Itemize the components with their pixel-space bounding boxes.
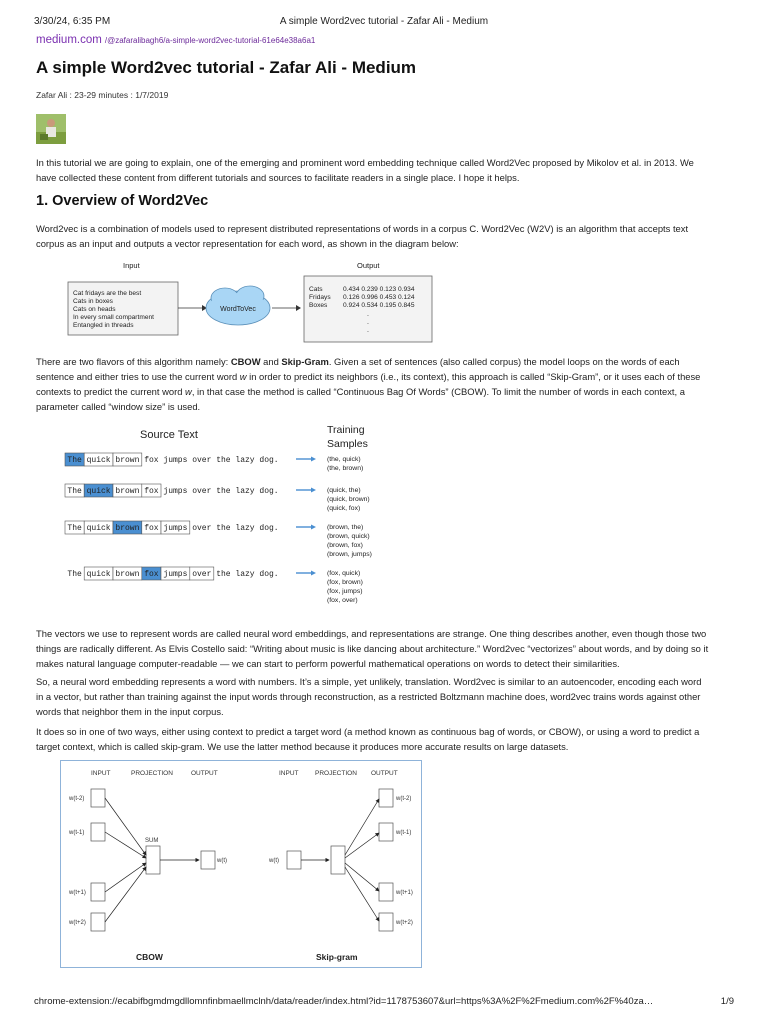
training-sample: (quick, brown) <box>327 496 370 503</box>
neural-paragraph <box>36 674 732 719</box>
cbow-target-label: w(t) <box>217 858 227 864</box>
source-word: quick <box>86 570 111 579</box>
cbow-output-label: OUTPUT <box>191 770 218 777</box>
section-heading: 1. Overview of Word2Vec <box>36 193 209 209</box>
overview-line: corpus as an input and outputs a vector representation for each word, as shown in the diagram below: <box>36 238 459 249</box>
source-word: jumps <box>163 487 188 496</box>
intro-line: In this tutorial we are going to explain, one of the emerging and prominent word embedding technique called Word2Vec proposed by Mikolov et al. in 2013. We <box>36 157 694 168</box>
fig1-cloud-label: WordToVec <box>220 306 256 313</box>
vectors-line: things are radically different. As Elvis Costello said: “Writing about music is like dancing about architecture.” Word2vec “vectorizes” about words, and by doing so it <box>36 643 709 654</box>
skipgram-caption: Skip-gram <box>316 952 358 962</box>
w-term: w <box>239 371 247 382</box>
vectors-line: The vectors we use to represent words are called neural word embeddings, and representations are strange. One thing describes another, even though those two <box>36 628 707 639</box>
training-sample: (fox, brown) <box>327 579 363 586</box>
w-term: w <box>185 386 192 397</box>
training-sample: (quick, fox) <box>327 505 361 512</box>
source-word: over <box>192 570 212 579</box>
source-word: over <box>192 524 212 533</box>
fig1-ellipsis: . <box>367 327 369 334</box>
fig1-input-line: Cats in boxes <box>73 298 113 305</box>
page-number: 1/9 <box>720 996 734 1007</box>
training-sample: (fox, quick) <box>327 570 361 577</box>
source-word: quick <box>86 456 111 465</box>
sample-arrow-head <box>311 488 316 493</box>
vectors-paragraph <box>36 626 732 671</box>
source-word: The <box>67 570 82 579</box>
skipgram-context-label: w(t+2) <box>396 920 413 926</box>
source-word: the <box>216 570 231 579</box>
print-header <box>34 16 734 30</box>
source-word: dog. <box>259 524 279 533</box>
training-sample: (brown, fox) <box>327 542 363 549</box>
source-word: the <box>216 487 231 496</box>
source-word: jumps <box>163 570 188 579</box>
source-word: fox <box>144 570 159 579</box>
article-title: A simple Word2vec tutorial - Zafar Ali - Medium <box>36 58 417 77</box>
source-word: brown <box>115 524 140 533</box>
fig2-source-label: Source Text <box>140 429 198 441</box>
flavors-text: parameter called “window size” is used. <box>36 401 201 412</box>
source-word: fox <box>144 524 159 533</box>
fig1-input-line: Cat fridays are the best <box>73 290 142 297</box>
cbow-context-label: w(t-1) <box>69 830 85 836</box>
flavors-text: . Given a set of sentences (also called corpus) the model loops on the words of each <box>328 356 680 367</box>
article-meta: Zafar Ali : 23-29 minutes : 1/7/2019 <box>36 90 169 100</box>
flavors-text: contexts to predict the current word <box>36 386 186 397</box>
fig1-output-label: Output <box>357 261 380 270</box>
cbow-projection-node <box>146 846 160 874</box>
source-word: quick <box>86 524 111 533</box>
author-avatar <box>36 114 66 144</box>
skipgram-context-label: w(t-2) <box>396 796 412 802</box>
fig2-samples-label: Training <box>327 424 365 436</box>
skipgram-context-label: w(t+1) <box>396 890 413 896</box>
skipgram-output-label: OUTPUT <box>371 770 398 777</box>
intro-line: have collected these content from different tutorials and sources to facilitate readers in a single place. I hope it helps. <box>36 172 520 183</box>
cbow-target-node <box>201 851 215 869</box>
neural-line: in a vector, but rather than training against the input words through reconstruction, as a restricted Boltzmann machine does, word2vec trains words against other <box>36 691 701 702</box>
source-word: fox <box>144 487 159 496</box>
training-sample: (fox, jumps) <box>327 588 363 595</box>
source-word: lazy <box>235 487 255 496</box>
print-tab-title: A simple Word2vec tutorial - Zafar Ali - Medium <box>279 16 489 27</box>
neural-line: words that neighbor them in the input corpus. <box>36 706 224 717</box>
source-word: quick <box>86 487 111 496</box>
fig1-ellipsis: . <box>367 319 369 326</box>
source-word: brown <box>115 456 140 465</box>
fig1-input-line: Entangled in threads <box>73 322 134 329</box>
skipgram-context-label: w(t-1) <box>396 830 412 836</box>
training-sample: (brown, the) <box>327 524 364 531</box>
sample-arrow-head <box>311 571 316 576</box>
source-word: lazy <box>235 570 255 579</box>
flavors-text: , in that case the method is called “Continuous Bag Of Words” (CBOW). To limit the number of words in each context, a <box>191 386 685 397</box>
source-word: The <box>67 456 82 465</box>
skipgram-projection-node <box>331 846 345 874</box>
source-word: the <box>216 456 231 465</box>
fig1-output-vec: 0.434 0.239 0.123 0.934 <box>343 286 415 293</box>
source-word: dog. <box>259 456 279 465</box>
sample-arrow-head <box>311 525 316 530</box>
fig1-output-vec: 0.126 0.996 0.453 0.124 <box>343 294 415 301</box>
cbow-term: CBOW <box>230 356 261 367</box>
cbow-sum-label: SUM <box>145 838 159 844</box>
fig2-samples-label: Samples <box>327 438 368 450</box>
overview-paragraph <box>36 221 732 251</box>
fig1-output-word: Boxes <box>309 302 328 309</box>
source-word: fox <box>144 456 159 465</box>
source-word: the <box>216 524 231 533</box>
intro-paragraph <box>36 155 732 185</box>
cbow-skipgram-diagram <box>60 760 422 968</box>
cbow-context-label: w(t+1) <box>69 890 86 896</box>
source-word: jumps <box>163 456 188 465</box>
training-samples-diagram <box>60 418 420 614</box>
flavors-paragraph <box>36 354 732 414</box>
overview-line: Word2vec is a combination of models used to represent distributed representations of words in a corpus C. Word2Vec (W2V) is an algorithm that accepts text <box>36 223 689 234</box>
fig1-input-label: Input <box>123 261 140 270</box>
training-sample: (fox, over) <box>327 597 358 604</box>
source-word: over <box>192 456 212 465</box>
fig1-output-vec: 0.924 0.534 0.195 0.845 <box>343 302 415 309</box>
print-datetime: 3/30/24, 6:35 PM <box>34 16 111 27</box>
fig1-output-word: Fridays <box>309 294 331 301</box>
source-word: brown <box>115 487 140 496</box>
skipgram-term: Skip-Gram <box>281 356 329 367</box>
source-word: dog. <box>259 487 279 496</box>
print-footer <box>34 996 734 1010</box>
ways-line: target context, which is called skip-gram. We use the latter method because it produces more accurate results on large datasets. <box>36 741 569 752</box>
training-sample: (brown, quick) <box>327 533 370 540</box>
word2vec-io-diagram <box>60 258 440 346</box>
cbow-context-nodes <box>91 789 105 931</box>
fig1-output-word: Cats <box>309 286 323 293</box>
flavors-text: in order to predict its neighbors (i.e., its context), this approach is called “Skip-Gram”, or it uses each of these <box>246 371 701 382</box>
training-sample: (quick, the) <box>327 487 361 494</box>
flavors-text: and <box>260 356 282 367</box>
source-word: The <box>67 487 82 496</box>
neural-line: So, a neural word embedding represents a word with numbers. It’s a simple, yet unlikely, translation. Word2vec is similar to an autoencoder, encoding each word <box>36 676 702 687</box>
flavors-text: sentence and either tries to use the current word <box>36 371 240 382</box>
source-word: lazy <box>235 456 255 465</box>
skipgram-input-label: INPUT <box>279 770 299 777</box>
print-url: chrome-extension://ecabifbgmdmgdllomnfinbmaellmclnh/data/reader/index.html?id=1178753607&url=https%3A%2F%2Fmedium.com%2F%40za… <box>34 996 654 1007</box>
skipgram-output-nodes <box>379 789 393 931</box>
fig1-input-line: Cats on heads <box>73 306 116 313</box>
source-word: over <box>192 487 212 496</box>
cbow-projection-label: PROJECTION <box>131 770 173 777</box>
cbow-caption: CBOW <box>136 952 163 962</box>
source-word: jumps <box>163 524 188 533</box>
source-word: dog. <box>259 570 279 579</box>
skipgram-input-node <box>287 851 301 869</box>
source-word: The <box>67 524 82 533</box>
cbow-context-label: w(t-2) <box>69 796 85 802</box>
ways-paragraph <box>36 724 732 754</box>
training-sample: (the, quick) <box>327 456 361 463</box>
cbow-input-label: INPUT <box>91 770 111 777</box>
vectors-line: makes natural language computer-readable — we can start to perform powerful mathematical operations on words to detect their similarities. <box>36 658 620 669</box>
source-link[interactable] <box>36 34 315 46</box>
fig1-input-line: In every small compartment <box>73 314 154 321</box>
skipgram-projection-label: PROJECTION <box>315 770 357 777</box>
flavors-text: There are two flavors of this algorithm namely: <box>36 356 231 367</box>
skipgram-input-word: w(t) <box>269 858 279 864</box>
source-path[interactable]: /@zafaralibagh6/a-simple-word2vec-tutorial-61e64e38a6a1 <box>104 36 316 45</box>
source-domain[interactable]: medium.com <box>36 34 102 46</box>
cbow-context-label: w(t+2) <box>69 920 86 926</box>
source-word: brown <box>115 570 140 579</box>
training-sample: (the, brown) <box>327 465 364 472</box>
ways-line: It does so in one of two ways, either using context to predict a target word (a method known as continuous bag of words, or CBOW), or using a word to predict a <box>36 726 700 737</box>
source-word: lazy <box>235 524 255 533</box>
sample-arrow-head <box>311 457 316 462</box>
fig1-ellipsis: . <box>367 311 369 318</box>
training-sample: (brown, jumps) <box>327 551 372 558</box>
